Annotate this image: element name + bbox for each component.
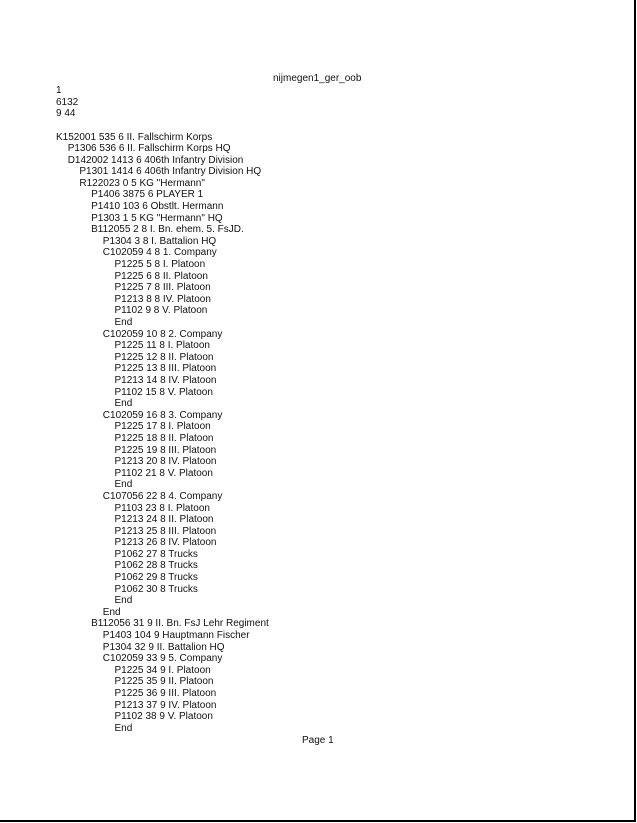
header-line: 9 44 xyxy=(56,108,76,120)
oob-end-marker: End xyxy=(114,722,133,734)
oob-unit-line: P1306 536 6 II. Fallschirm Korps HQ xyxy=(67,143,231,155)
oob-unit-line: P1301 1414 6 406th Infantry Division HQ xyxy=(79,166,262,178)
oob-unit-line: P1410 103 6 Obstlt. Hermann xyxy=(91,201,224,213)
oob-unit-line: C102059 33 9 5. Company xyxy=(102,653,223,665)
oob-unit-line: C107056 22 8 4. Company xyxy=(102,490,223,502)
oob-unit-line: P1213 25 8 III. Platoon xyxy=(114,525,217,537)
page-border-right xyxy=(634,0,636,822)
oob-unit-line: P1225 19 8 III. Platoon xyxy=(114,444,217,456)
document-title: nijmegen1_ger_oob xyxy=(273,73,362,84)
oob-unit-line: P1103 23 8 I. Platoon xyxy=(114,502,210,514)
oob-unit-line: P1304 3 8 I. Battalion HQ xyxy=(102,235,217,247)
header-line: 6132 xyxy=(56,96,79,108)
oob-unit-line: P1225 13 8 III. Platoon xyxy=(114,363,217,375)
oob-unit-line: P1062 27 8 Trucks xyxy=(114,548,198,560)
oob-end-marker: End xyxy=(102,606,121,618)
oob-unit-line: P1213 26 8 IV. Platoon xyxy=(114,537,217,549)
oob-unit-line: P1225 7 8 III. Platoon xyxy=(114,282,211,294)
header-line: 1 xyxy=(56,85,62,96)
oob-unit-line: P1062 28 8 Trucks xyxy=(114,560,198,572)
oob-unit-line: P1225 36 9 III. Platoon xyxy=(114,688,217,699)
oob-unit-line: P1102 21 8 V. Platoon xyxy=(114,467,213,479)
oob-unit-line: K152001 535 6 II. Fallschirm Korps xyxy=(56,131,213,143)
oob-end-marker: End xyxy=(114,479,133,491)
oob-end-marker: End xyxy=(114,398,133,410)
oob-unit-line: P1213 8 8 IV. Platoon xyxy=(114,293,211,305)
oob-unit-line: P1225 12 8 II. Platoon xyxy=(114,351,214,363)
oob-unit-line: P1102 9 8 V. Platoon xyxy=(114,305,208,317)
oob-unit-line: P1062 29 8 Trucks xyxy=(114,572,198,584)
oob-unit-line: P1213 20 8 IV. Platoon xyxy=(114,456,217,468)
oob-end-marker: End xyxy=(114,317,133,328)
page-number: Page 1 xyxy=(302,735,334,746)
oob-unit-line: C102059 4 8 1. Company xyxy=(102,247,217,259)
oob-unit-line: P1213 24 8 II. Platoon xyxy=(114,514,214,526)
oob-unit-line: R122023 0 5 KG "Hermann" xyxy=(79,177,205,189)
oob-unit-line: P1225 17 8 I. Platoon xyxy=(114,421,211,433)
oob-unit-line: P1225 18 8 II. Platoon xyxy=(114,432,214,444)
oob-unit-line: P1225 6 8 II. Platoon xyxy=(114,270,208,282)
page-border-bottom xyxy=(0,820,636,822)
oob-unit-line: P1225 34 9 I. Platoon xyxy=(114,664,211,676)
oob-unit-line: P1225 5 8 I. Platoon xyxy=(114,259,206,271)
oob-unit-line: P1304 32 9 II. Battalion HQ xyxy=(102,641,225,653)
oob-unit-line: P1403 104 9 Hauptmann Fischer xyxy=(102,630,250,642)
oob-unit-line: P1213 37 9 IV. Platoon xyxy=(114,699,217,711)
oob-unit-line: P1102 15 8 V. Platoon xyxy=(114,386,213,398)
oob-unit-line: P1406 3875 6 PLAYER 1 xyxy=(91,189,204,201)
oob-unit-line: P1303 1 5 KG "Hermann" HQ xyxy=(91,212,223,224)
oob-unit-line: C102059 10 8 2. Company xyxy=(102,328,223,340)
oob-unit-line: P1062 30 8 Trucks xyxy=(114,583,198,595)
oob-end-marker: End xyxy=(114,595,133,607)
oob-unit-line: P1225 35 9 II. Platoon xyxy=(114,676,214,688)
order-of-battle-list xyxy=(56,132,269,735)
oob-unit-line: P1213 14 8 IV. Platoon xyxy=(114,374,217,386)
document-header xyxy=(56,85,78,120)
oob-unit-line: P1225 11 8 I. Platoon xyxy=(114,340,210,352)
oob-unit-line: B112056 31 9 II. Bn. FsJ Lehr Regiment xyxy=(91,618,269,630)
oob-unit-line: D142002 1413 6 406th Infantry Division xyxy=(67,154,244,166)
oob-unit-line: P1102 38 9 V. Platoon xyxy=(114,711,213,723)
oob-unit-line: C102059 16 8 3. Company xyxy=(102,409,223,421)
oob-unit-line: B112055 2 8 I. Bn. ehem. 5. FsJD. xyxy=(91,224,244,236)
